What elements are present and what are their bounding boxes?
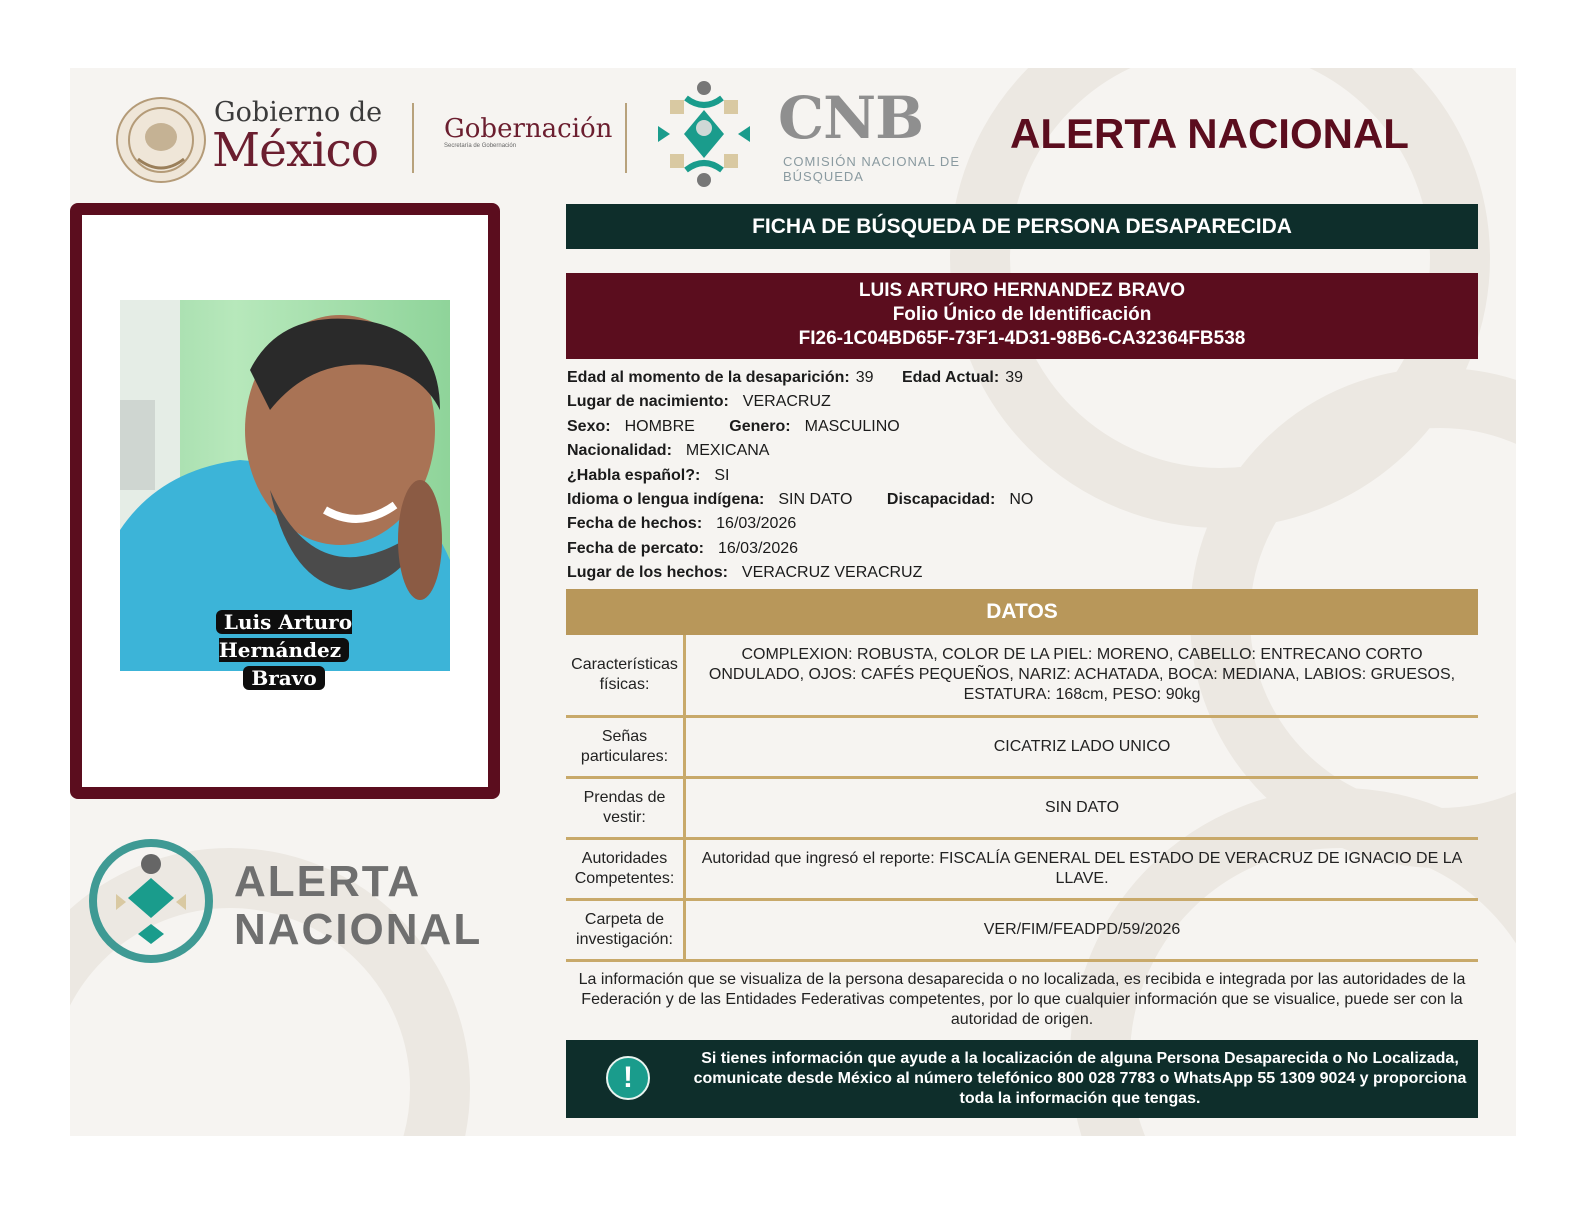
- fecha-percato-value: 16/03/2026: [717, 539, 799, 557]
- genero-label: Genero:: [729, 417, 791, 435]
- idioma-value: SIN DATO: [778, 490, 853, 508]
- alerta-nacional-logo-icon: [86, 836, 216, 971]
- discapacidad-label: Discapacidad:: [886, 490, 996, 508]
- fecha-hechos-value: 16/03/2026: [716, 515, 797, 533]
- table-row: [566, 840, 1478, 901]
- edad-actual-label: Edad Actual:: [901, 369, 1000, 386]
- photo-caption: [160, 608, 408, 692]
- info-row-idioma: [567, 488, 1033, 512]
- gobierno-line2: México: [212, 123, 379, 178]
- datos-table: [566, 635, 1478, 962]
- ficha-title-bar: FICHA DE BÚSQUEDA DE PERSONA DESAPARECIDA: [566, 204, 1478, 249]
- disclaimer-text: La información que se visualiza de la persona desaparecida o no localizada, es recibida e integrada por las autoridades de la Federación y de las Entidades Federativas competentes, por lo que cualquier información que se visualice, puede ser con la autoridad de origen.: [578, 971, 1466, 1028]
- logo-line2: NACIONAL: [234, 905, 483, 954]
- row-label: Carpeta de investigación:: [566, 901, 686, 959]
- row-value: VER/FIM/FEADPD/59/2026: [983, 921, 1181, 938]
- lugar-nacimiento-value: VERACRUZ: [742, 393, 831, 411]
- gobierno-de-mexico-logo: [116, 95, 406, 185]
- info-row-sexo: [567, 415, 1033, 439]
- info-row-habla: [567, 464, 1033, 488]
- person-info-list: [567, 366, 1033, 586]
- header-divider: [412, 103, 414, 173]
- info-row-lugar-hechos: [567, 561, 1033, 585]
- row-label: Características físicas:: [566, 635, 686, 715]
- info-row-fecha-percato: [567, 537, 1033, 561]
- gobierno-line1: Gobierno de: [214, 97, 383, 128]
- row-value: Autoridad que ingresó el reporte: FISCALÍA GENERAL DEL ESTADO DE VERACRUZ DE IGNACIO DE LA LLAVE.: [701, 850, 1463, 887]
- person-name: LUIS ARTURO HERNANDEZ BRAVO: [858, 280, 1186, 301]
- person-name-bar: [566, 273, 1478, 359]
- exclamation-icon: !: [606, 1056, 650, 1100]
- habla-value: SI: [714, 466, 730, 484]
- table-row: [566, 779, 1478, 840]
- lugar-hechos-label: Lugar de los hechos:: [567, 564, 728, 582]
- logo-line1: ALERTA: [234, 857, 422, 906]
- discapacidad-value: NO: [1009, 490, 1034, 508]
- habla-label: ¿Habla español?:: [567, 466, 701, 484]
- header-divider: [625, 103, 627, 173]
- nacionalidad-label: Nacionalidad:: [567, 442, 672, 460]
- gobernacion-subtitle: Secretaría de Gobernación: [444, 143, 517, 149]
- edad-actual-value: 39: [1005, 369, 1023, 386]
- info-row-lugar-nacimiento: [567, 390, 1033, 414]
- info-row-nacionalidad: [567, 439, 1033, 463]
- nacionalidad-value: MEXICANA: [685, 442, 770, 460]
- sexo-value: HOMBRE: [624, 417, 695, 435]
- national-seal-icon: [116, 97, 206, 183]
- folio-label: Folio Único de Identificación: [892, 304, 1152, 325]
- info-row-fecha-hechos: [567, 512, 1033, 536]
- contact-info-bar: [566, 1040, 1478, 1118]
- photo-caption-line2: Bravo: [243, 666, 324, 690]
- gobernacion-logo-text: Gobernación: [444, 114, 613, 144]
- edad-desaparicion-value: 39: [855, 369, 874, 386]
- cnb-subtitle: COMISIÓN NACIONAL DE BÚSQUEDA: [783, 154, 960, 184]
- row-value: COMPLEXION: ROBUSTA, COLOR DE LA PIEL: MORENO, CABELLO: ENTRECANO CORTO ONDULADO, OJOS: CAFÉS PEQUEÑOS, NARIZ: ACHATADA, BOCA: MEDIANA, LABIOS: GRUESOS, ESTATURA: 168cm, PESO: 90kg: [708, 646, 1456, 703]
- table-row: [566, 901, 1478, 962]
- folio-number: FI26-1C04BD65F-73F1-4D31-98B6-CA32364FB538: [798, 328, 1246, 349]
- table-row: [566, 718, 1478, 779]
- genero-value: MASCULINO: [804, 417, 900, 435]
- cnb-emblem-icon: [648, 78, 760, 190]
- lugar-nacimiento-label: Lugar de nacimiento:: [567, 393, 729, 411]
- contact-info-text: Si tienes información que ayude a la localización de alguna Persona Desaparecida o No Localizada, comunicate desde México al número telefónico 800 028 7783 o WhatsApp 55 1309 9024 y proporciona toda la información que tengas.: [693, 1050, 1467, 1107]
- fecha-hechos-label: Fecha de hechos:: [567, 515, 703, 533]
- row-label: Señas particulares:: [566, 718, 686, 776]
- row-value: SIN DATO: [1044, 799, 1120, 816]
- lugar-hechos-value: VERACRUZ VERACRUZ: [741, 564, 923, 582]
- row-label: Autoridades Competentes:: [566, 840, 686, 898]
- idioma-label: Idioma o lengua indígena:: [567, 490, 765, 508]
- fecha-percato-label: Fecha de percato:: [567, 539, 704, 557]
- edad-desaparicion-label: Edad al momento de la desaparición:: [567, 369, 850, 386]
- sexo-label: Sexo:: [567, 417, 611, 435]
- datos-title-bar: DATOS: [566, 589, 1478, 635]
- cnb-logo-text: CNB: [778, 84, 924, 152]
- info-row-edad: [567, 366, 1033, 390]
- photo-caption-line1: Luis Arturo Hernández: [216, 610, 352, 662]
- row-value: CICATRIZ LADO UNICO: [993, 738, 1171, 755]
- table-row: [566, 635, 1478, 718]
- alerta-nacional-title: ALERTA NACIONAL: [1010, 110, 1409, 157]
- row-label: Prendas de vestir:: [566, 779, 686, 837]
- alerta-nacional-logo-text: [234, 858, 482, 954]
